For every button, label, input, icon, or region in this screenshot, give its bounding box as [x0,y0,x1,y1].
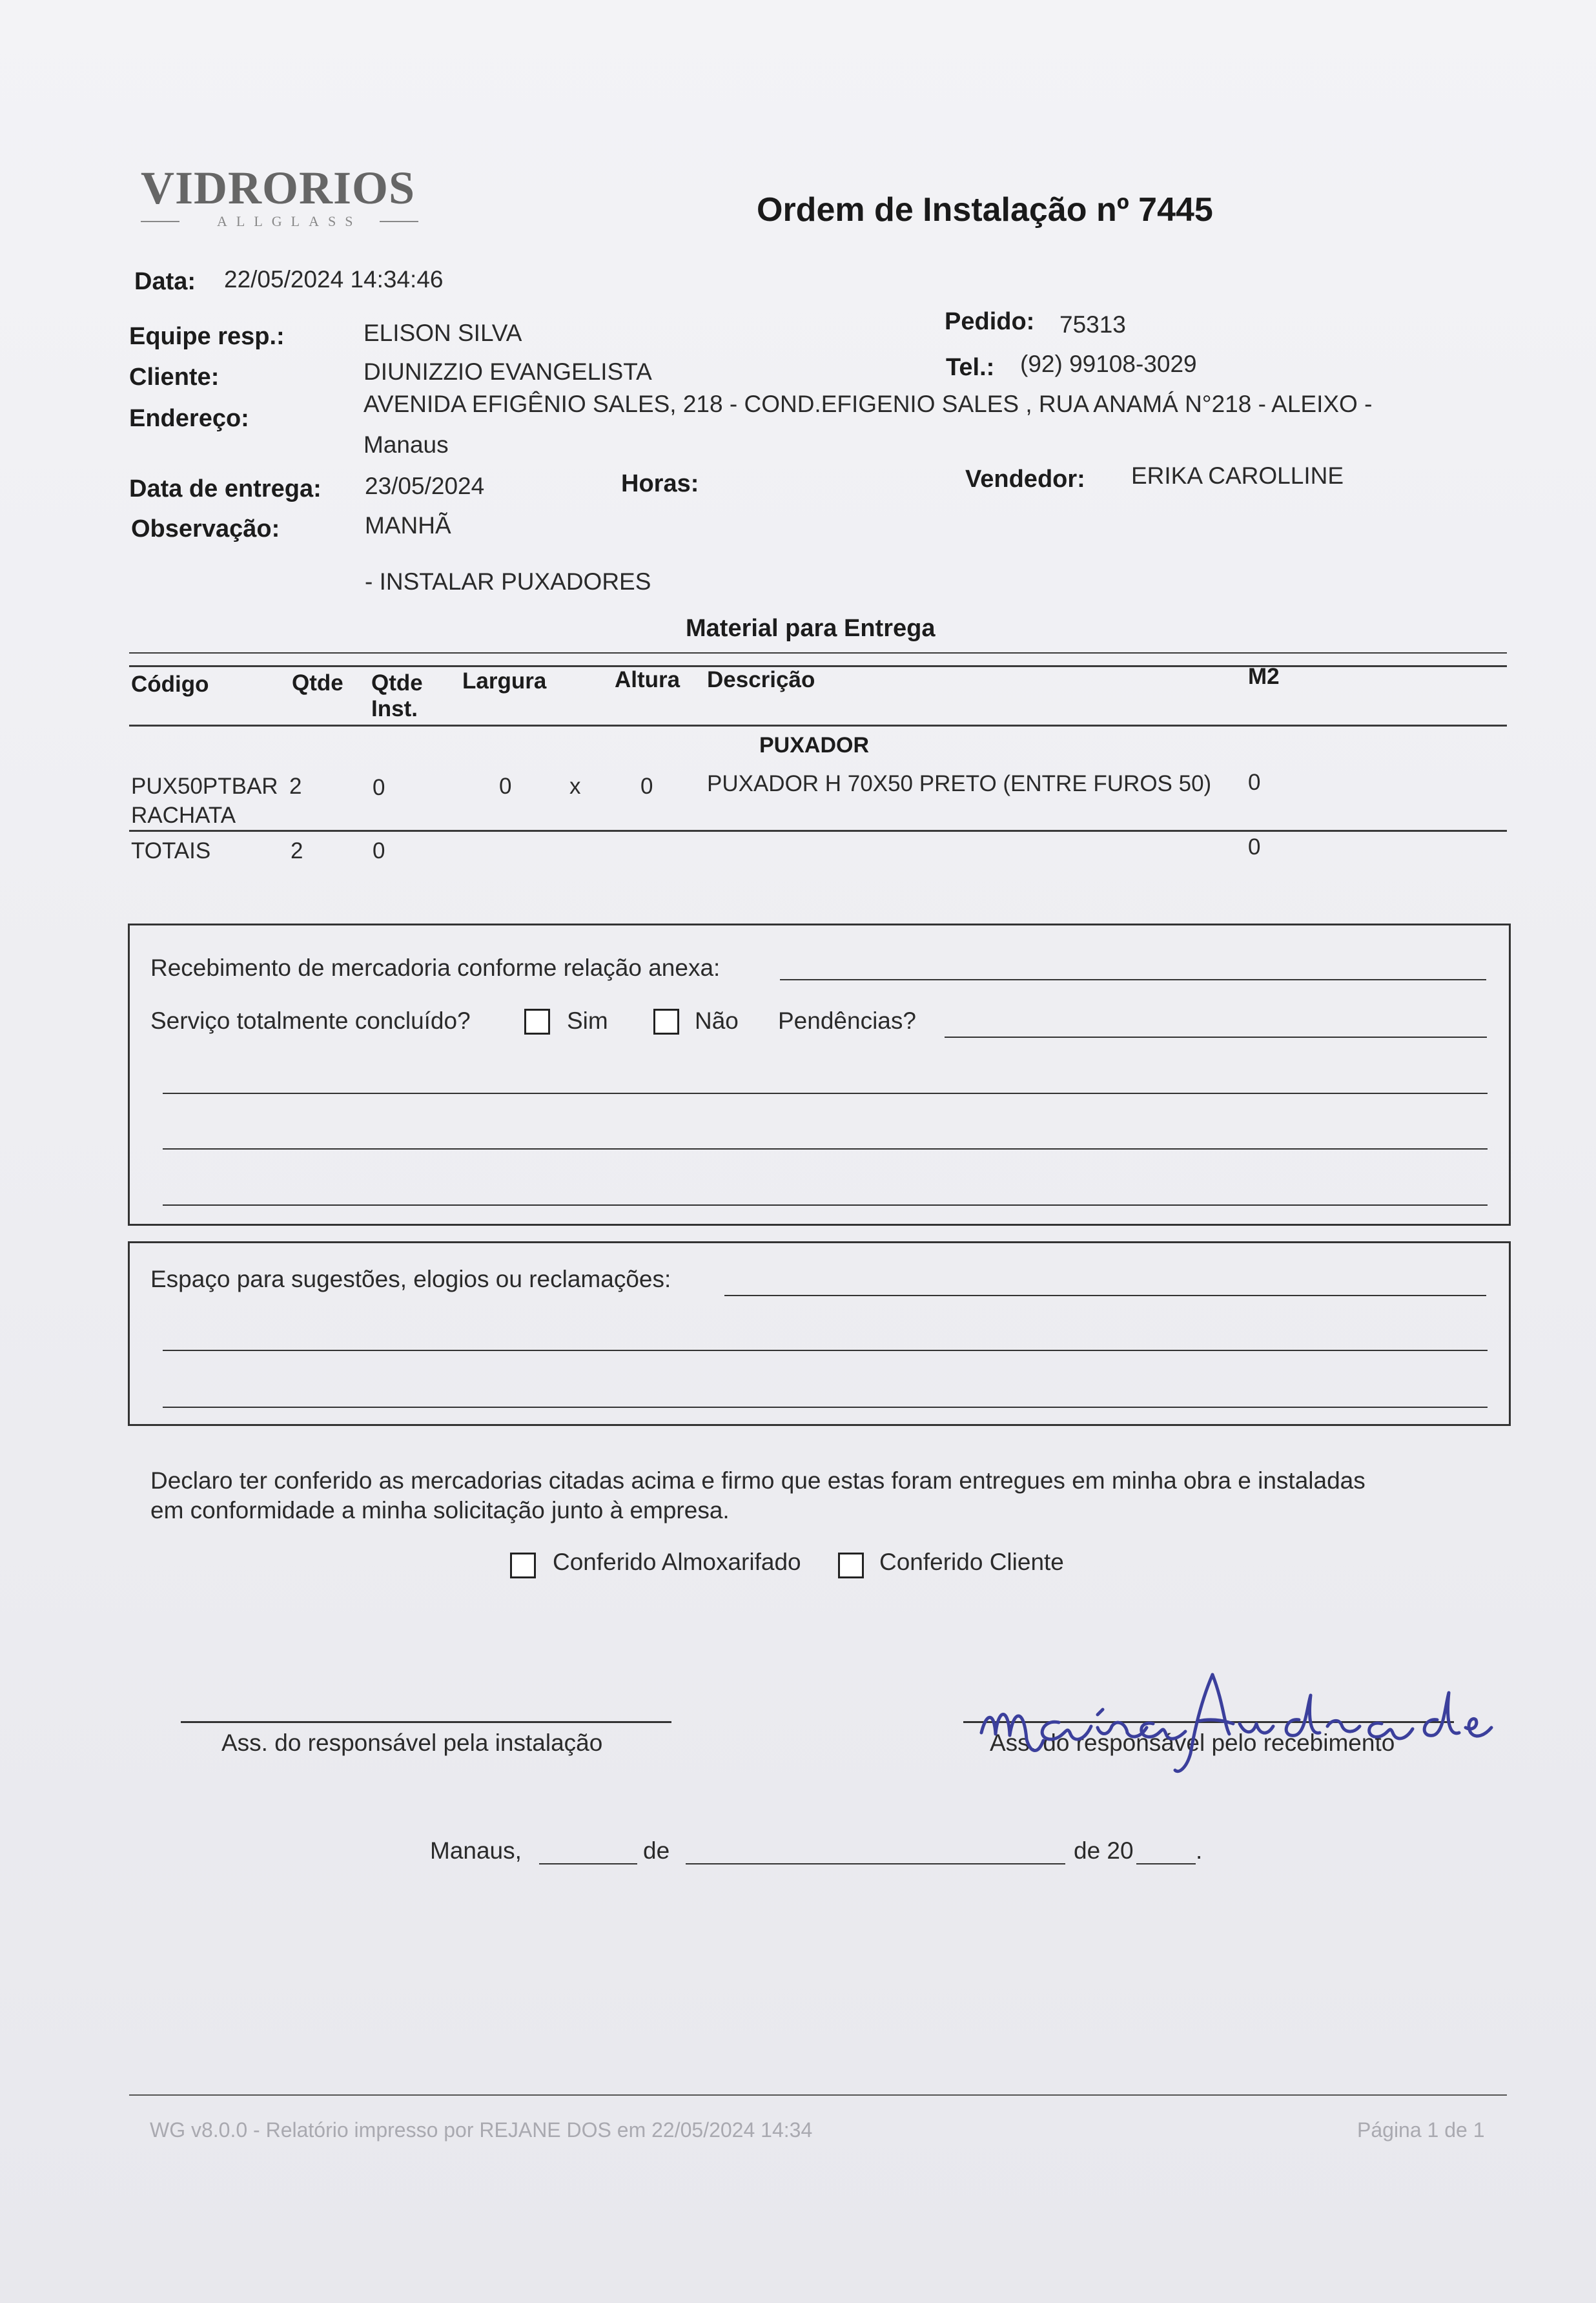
group-label: PUXADOR [759,733,870,758]
col-qtde: Qtde [292,670,343,696]
totais-m2: 0 [1248,834,1261,860]
material-title: Material para Entrega [686,615,936,642]
entrega-label: Data de entrega: [129,475,322,502]
table-row-line [129,830,1507,832]
endereco-line1: AVENIDA EFIGÊNIO SALES, 218 - COND.EFIGENIO SALES , RUA ANAMÁ N°218 - ALEIXO - [363,391,1373,417]
pendencias-line-2[interactable] [163,1093,1488,1094]
recebimento-line[interactable] [780,979,1486,980]
vendedor-value: ERIKA CAROLLINE [1131,462,1344,489]
handwritten-signature [968,1657,1498,1779]
row-m2: 0 [1248,770,1261,795]
local-cidade: Manaus, [430,1837,522,1864]
sugestoes-line-2[interactable] [163,1350,1488,1351]
observacao-line2: - INSTALAR PUXADORES [365,568,651,595]
pendencias-line[interactable] [945,1037,1487,1038]
sim-label: Sim [567,1007,608,1034]
declaracao-line1: Declaro ter conferido as mercadorias citadas acima e firmo que estas foram entregues em minha obra e instaladas [150,1467,1366,1494]
local-de2: de 20 [1074,1837,1134,1864]
col-largura: Largura [462,668,547,694]
totais-qtde-inst: 0 [373,838,385,863]
pendencias-line-3[interactable] [163,1148,1488,1150]
row-x: x [569,774,581,799]
row-qtde: 2 [289,774,302,799]
nao-checkbox[interactable] [653,1009,679,1035]
col-descricao: Descrição [707,667,815,692]
conferido-cliente-checkbox[interactable] [838,1553,864,1578]
row-descricao: PUXADOR H 70X50 PRETO (ENTRE FUROS 50) [707,771,1212,796]
recebimento-label: Recebimento de mercadoria conforme relação anexa: [150,955,721,981]
table-top-line [129,652,1507,654]
pedido-value: 75313 [1059,311,1126,338]
pendencias-line-4[interactable] [163,1204,1488,1206]
nao-label: Não [695,1007,739,1034]
vendedor-label: Vendedor: [965,466,1085,493]
sugestoes-label: Espaço para sugestões, elogios ou reclamações: [150,1266,671,1292]
entrega-value: 23/05/2024 [365,473,485,499]
row-qtde-inst: 0 [373,775,385,800]
equipe-value: ELISON SILVA [363,320,522,346]
assinatura-instalacao-line[interactable] [181,1721,671,1723]
sugestoes-line-1[interactable] [724,1295,1486,1296]
tel-label: Tel.: [946,354,995,381]
cliente-value: DIUNIZZIO EVANGELISTA [363,358,652,385]
endereco-label: Endereço: [129,405,249,432]
endereco-line2: Manaus [363,431,449,458]
totais-qtde: 2 [291,838,303,863]
observacao-line1: MANHÃ [365,512,451,539]
observacao-label: Observação: [131,515,280,542]
sugestoes-line-3[interactable] [163,1407,1488,1408]
table-top-line-2 [129,665,1507,667]
assinatura-instalacao-label: Ass. do responsável pela instalação [221,1730,603,1756]
tel-value: (92) 99108-3029 [1020,351,1197,377]
local-de1: de [643,1837,670,1864]
sim-checkbox[interactable] [524,1009,550,1035]
equipe-label: Equipe resp.: [129,323,285,350]
company-logo: VIDRORIOS ALLGLASS [141,161,415,215]
data-label: Data: [134,268,196,295]
declaracao-line2: em conformidade a minha solicitação junto à empresa. [150,1497,730,1523]
conferido-cliente-label: Conferido Cliente [879,1549,1064,1575]
footer-right: Página 1 de 1 [1357,2118,1485,2142]
servico-label: Serviço totalmente concluído? [150,1007,471,1034]
assinatura-recebimento-label: Ass. do responsável pelo recebimento [990,1730,1395,1756]
conferido-almoxarifado-label: Conferido Almoxarifado [553,1549,801,1575]
data-value: 22/05/2024 14:34:46 [224,266,444,293]
logo-brand: VIDRORIOS [141,162,416,214]
col-codigo: Código [131,672,209,697]
local-dia-line[interactable] [539,1863,637,1864]
row-codigo-1: PUX50PTBAR [131,774,278,799]
conferido-almoxarifado-checkbox[interactable] [510,1553,536,1578]
totais-label: TOTAIS [131,838,211,863]
horas-label: Horas: [621,470,699,497]
col-qtde-inst-1: Qtde [371,670,423,696]
page-title: Ordem de Instalação nº 7445 [757,191,1213,229]
footer-line [129,2094,1507,2096]
row-altura: 0 [640,774,653,799]
pendencias-label: Pendências? [778,1007,916,1034]
row-codigo-2: RACHATA [131,803,236,828]
col-m2: M2 [1248,664,1280,689]
local-ano-line[interactable] [1136,1863,1196,1864]
cliente-label: Cliente: [129,364,220,391]
table-header-line [129,725,1507,727]
pedido-label: Pedido: [945,308,1035,335]
footer-left: WG v8.0.0 - Relatório impresso por REJANE DOS em 22/05/2024 14:34 [150,2118,813,2142]
local-mes-line[interactable] [686,1863,1065,1864]
col-qtde-inst-2: Inst. [371,696,418,721]
row-largura: 0 [499,774,512,799]
col-altura: Altura [615,667,680,692]
local-ponto: . [1196,1837,1203,1864]
